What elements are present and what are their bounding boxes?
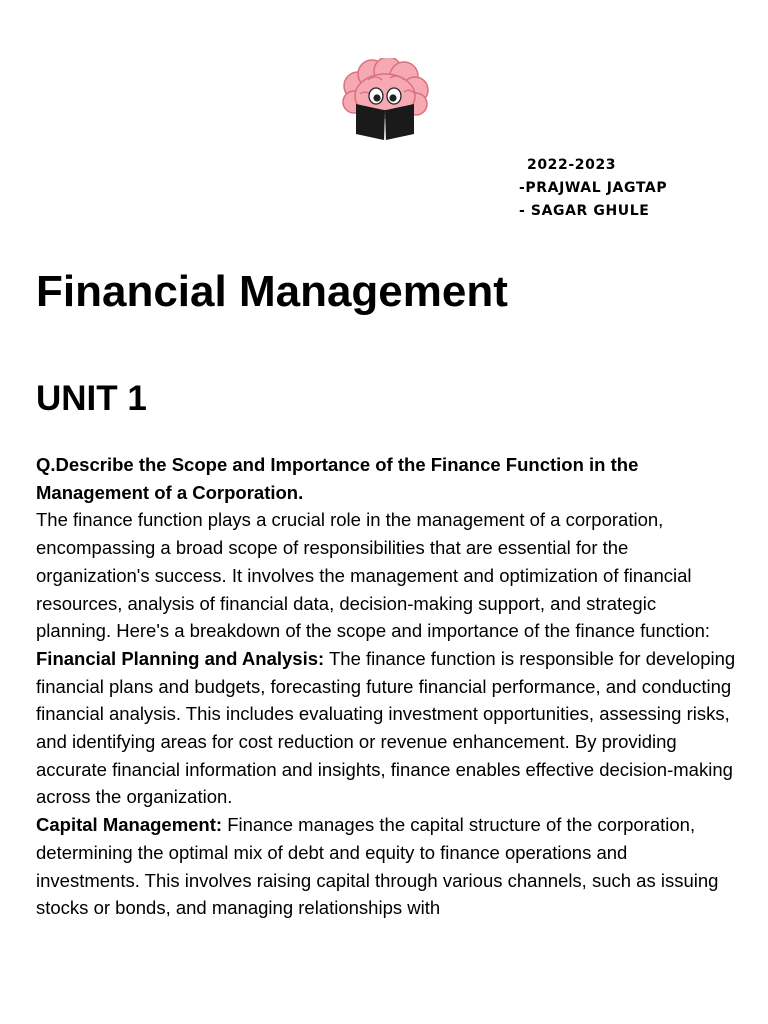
author-2: - SAGAR GHULE: [519, 203, 650, 219]
credits: [519, 154, 667, 223]
document-title: Financial Management: [36, 267, 508, 316]
section-capital-management: [36, 811, 736, 922]
section-text: The finance function is responsible for developing financial plans and budgets, forecasting future financial performance, and conducting financial analysis. This includes evaluating investment opportunities, assessing risks, and identifying areas for cost reduction or revenue enhancement. By providing accurate financial information and insights, finance enables effective decision-making across the organization.: [36, 647, 736, 808]
unit-heading: UNIT 1: [36, 379, 147, 418]
brain-reading-book-icon: [338, 58, 432, 144]
year-range: 2022-2023: [527, 157, 617, 173]
section-term: Capital Management:: [36, 814, 223, 836]
document-body: [36, 451, 736, 922]
author-1: -PRAJWAL JAGTAP: [519, 180, 668, 196]
section-financial-planning: [36, 645, 736, 811]
question-heading: Q.Describe the Scope and Importance of the Finance Function in the Management of a Corporation.: [36, 454, 639, 503]
intro-paragraph: The finance function plays a crucial role in the management of a corporation, encompassing a broad scope of responsibilities that are essential for the organization's success. It involves the management and optimization of financial resources, analysis of financial data, decision-making support, and strategic planning. Here's a breakdown of the scope and importance of the finance function:: [36, 509, 711, 642]
section-term: Financial Planning and Analysis:: [36, 647, 325, 669]
section-text: Finance manages the capital structure of the corporation, determining the optimal mix of debt and equity to finance operations and investments. This involves raising capital through various channels, such as issuing stocks or bonds, and managing relationships with: [36, 814, 719, 919]
